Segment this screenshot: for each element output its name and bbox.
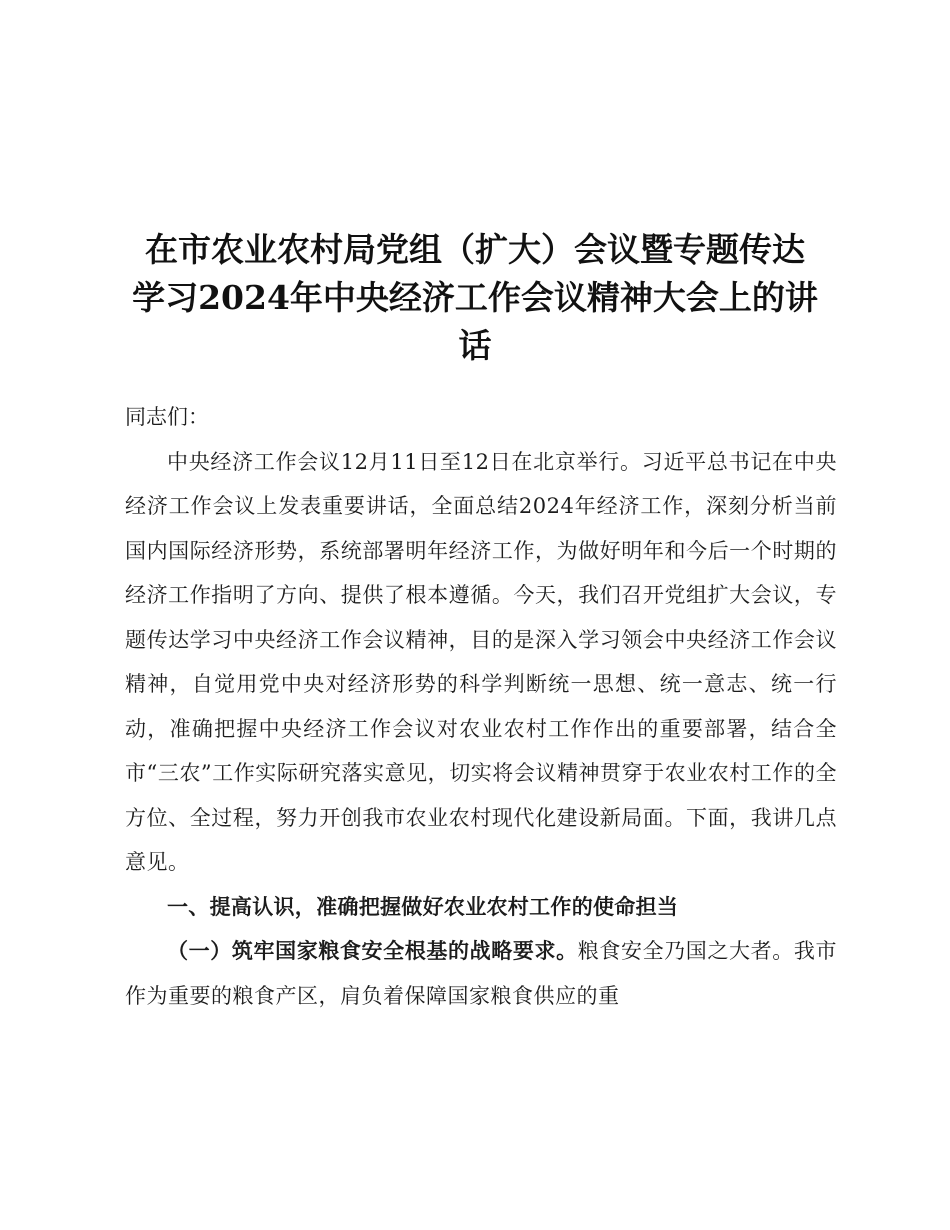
subsection-lead-1: （一）筑牢国家粮食安全根基的战略要求。 — [167, 938, 578, 963]
section-heading-1: 一、提高认识，准确把握做好农业农村工作的使命担当 — [167, 894, 679, 919]
document-body — [125, 395, 837, 1018]
subsection-paragraph-1 — [125, 929, 837, 1018]
title-line-3: 话 — [458, 326, 492, 366]
subsection-text-1: 粮食安全乃国之大者。我市作为重要的粮食产区，肩负着保障国家粮食供应的重 — [125, 939, 838, 1008]
document-title — [110, 226, 840, 370]
intro-paragraph: 中央经济工作会议12月11日至12日在北京举行。习近平总书记在中央经济工作会议上发表重要讲话，全面总结2024年经济工作，深刻分析当前国内国际经济形势，系统部署明年经济工作，为做好明年和今后一个时期的经济工作指明了方向、提供了根本遵循。今天，我们召开党组扩大会议，专题传达学习中央经济工作会议精神，目的是深入学习领会中央经济工作会议精神，自觉用党中央对经济形势的科学判断统一思想、统一意志、统一行动，准确把握中央经济工作会议对农业农村工作作出的重要部署，结合全市“三农”工作实际研究落实意见，切实将会议精神贯穿于农业农村工作的全方位、全过程，努力开创我市农业农村现代化建设新局面。下面，我讲几点意见。 — [125, 449, 837, 874]
title-line-1: 在市农业农村局党组（扩大）会议暨专题传达 — [145, 230, 805, 270]
title-line-2: 学习2024年中央经济工作会议精神大会上的讲 — [132, 278, 818, 318]
salutation: 同志们： — [125, 405, 209, 429]
